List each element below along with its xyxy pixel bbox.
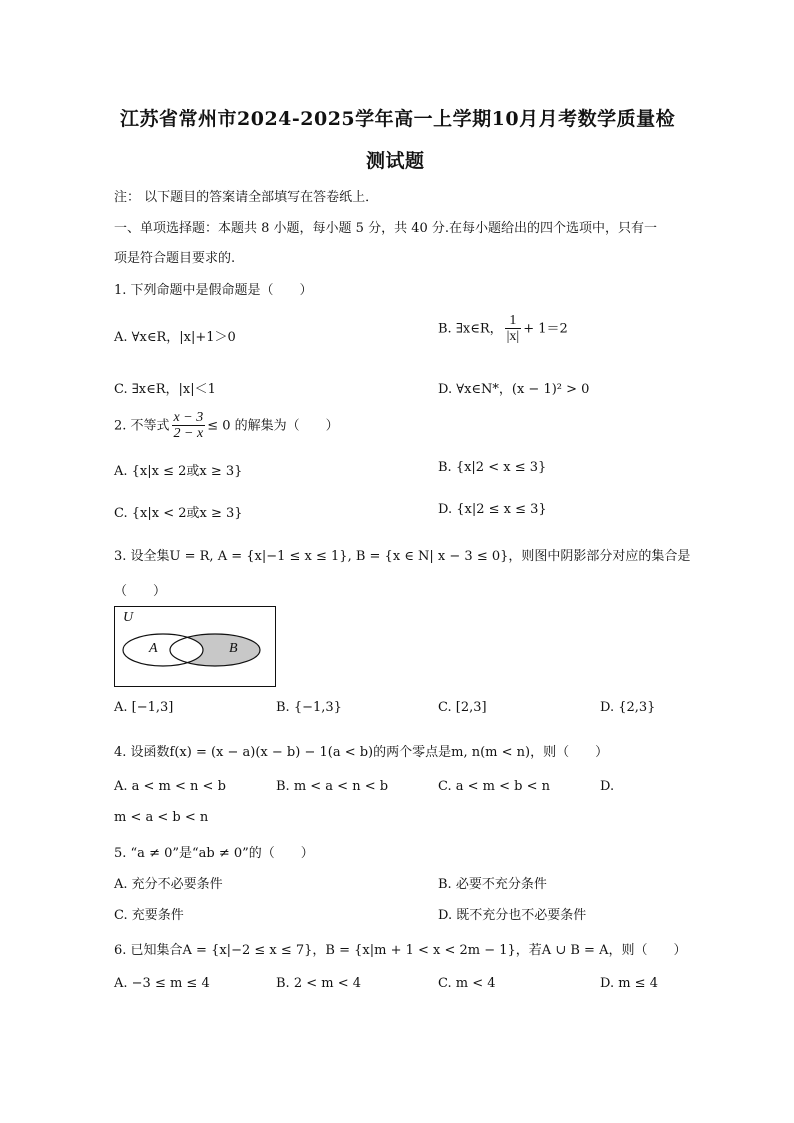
venn-label-u: U (123, 610, 134, 625)
venn-label-b: B (229, 641, 238, 656)
fraction-numerator: x − 3 (173, 410, 204, 425)
question-6-option-b: B. 2 < m < 4 (276, 976, 362, 991)
question-6-option-c: C. m < 4 (438, 976, 496, 991)
question-5-option-a: A. 充分不必要条件 (114, 877, 223, 892)
question-6-option-d: D. m ≤ 4 (600, 976, 658, 991)
question-1-option-a: A. ∀x∈R，|x|+1＞0 (114, 330, 236, 345)
question-3-option-d: D. {2,3} (600, 700, 656, 715)
question-5-option-c: C. 充要条件 (114, 908, 184, 923)
question-1-option-b-suffix: + 1＝2 (523, 321, 568, 337)
question-3-option-c: C. [2,3] (438, 700, 487, 715)
question-1-option-d: D. ∀x∈N*，(x − 1)² > 0 (438, 382, 590, 397)
question-5-option-b: B. 必要不充分条件 (438, 877, 547, 892)
fraction-denominator: |x| (506, 329, 520, 344)
question-2-option-c: C. {x|x < 2或x ≥ 3} (114, 506, 243, 521)
question-5-option-d: D. 既不充分也不必要条件 (438, 908, 587, 923)
question-2-stem-prefix: 2. 不等式 (114, 418, 170, 434)
question-2-fraction (172, 410, 206, 442)
question-3-option-b: B. {−1,3} (276, 700, 342, 715)
question-4-option-c: C. a < m < b < n (438, 779, 550, 794)
section-heading-line2: 项是符合题目要求的. (114, 251, 236, 266)
question-4-option-b: B. m < a < n < b (276, 779, 389, 794)
section-heading-line1: 一、单项选择题：本题共 8 小题，每小题 5 分，共 40 分.在每小题给出的四个选项中，只有一 (114, 221, 658, 236)
venn-label-a: A (149, 641, 158, 656)
question-1-option-c: C. ∃x∈R，|x|＜1 (114, 382, 216, 397)
instruction-note: 注： 以下题目的答案请全部填写在答卷纸上． (114, 190, 379, 205)
question-2-option-a: A. {x|x ≤ 2或x ≥ 3} (114, 464, 243, 479)
question-3-option-a: A. [−1,3] (114, 700, 174, 715)
question-2-stem (114, 410, 339, 442)
exam-title-line1: 江苏省常州市2024-2025学年高一上学期10月月考数学质量检 (120, 108, 676, 130)
question-2-option-b: B. {x|2 < x ≤ 3} (438, 460, 547, 475)
question-2-stem-suffix: ≤ 0 的解集为（ ） (207, 418, 339, 434)
fraction-numerator: 1 (505, 313, 522, 329)
question-4-option-d: D. (600, 779, 615, 794)
venn-diagram (114, 606, 276, 687)
question-4-stem: 4. 设函数f(x) = (x − a)(x − b) − 1(a < b)的两个零点是m, n(m < n)，则（ ） (114, 745, 609, 760)
question-1-stem: 1. 下列命题中是假命题是（ ） (114, 283, 313, 298)
question-6-option-a: A. −3 ≤ m ≤ 4 (114, 976, 210, 991)
question-1-option-b-fraction (505, 313, 522, 345)
question-6-stem: 6. 已知集合A = {x|−2 ≤ x ≤ 7}，B = {x|m + 1 < x < 2m − 1}，若A ∪ B = A，则（ ） (114, 943, 687, 958)
question-4-option-d-continued: m < a < b < n (114, 810, 209, 825)
question-3-stem: 3. 设全集U = R, A = {x|−1 ≤ x ≤ 1}, B = {x ∈ N| x − 3 ≤ 0}，则图中阴影部分对应的集合是 (114, 549, 691, 564)
question-4-option-a: A. a < m < n < b (114, 779, 226, 794)
fraction-denominator: 2 − x (173, 426, 204, 441)
question-3-stem-continued: （ ） (114, 584, 167, 599)
question-1-option-b-prefix: B. ∃x∈R， (438, 321, 503, 337)
exam-title-line2: 测试题 (366, 150, 425, 172)
venn-diagram-svg (115, 607, 275, 686)
question-2-option-d: D. {x|2 ≤ x ≤ 3} (438, 502, 547, 517)
question-5-stem: 5. “a ≠ 0”是“ab ≠ 0”的（ ） (114, 846, 314, 861)
question-1-option-b (438, 313, 568, 345)
